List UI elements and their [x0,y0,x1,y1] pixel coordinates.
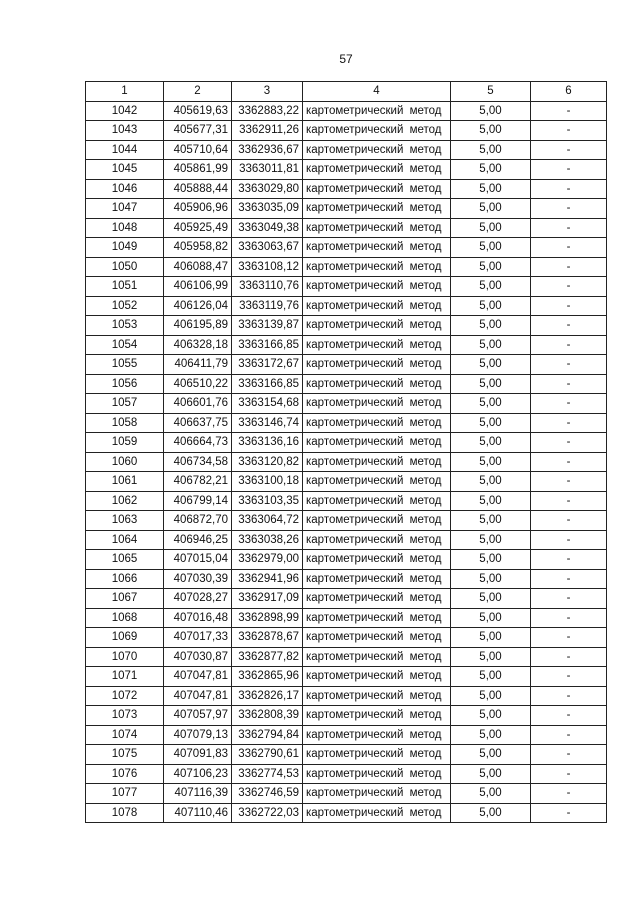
table-row [86,725,607,745]
coord-y-cell: 3362722,03 [232,803,303,823]
coord-y-cell: 3362936,67 [232,140,303,160]
coord-y-cell: 3363011,81 [232,160,303,180]
point-number-cell: 1077 [86,784,164,804]
table-row [86,589,607,609]
accuracy-cell: 5,00 [451,335,531,355]
table-row [86,628,607,648]
note-cell: - [531,257,607,277]
point-number-cell: 1063 [86,511,164,531]
table-row [86,335,607,355]
accuracy-cell: 5,00 [451,725,531,745]
point-number-cell: 1076 [86,764,164,784]
method-cell: картометрический метод [303,160,451,180]
note-cell: - [531,686,607,706]
note-cell: - [531,472,607,492]
coord-y-cell: 3363064,72 [232,511,303,531]
accuracy-cell: 5,00 [451,628,531,648]
accuracy-cell: 5,00 [451,179,531,199]
coord-y-cell: 3362878,67 [232,628,303,648]
point-number-cell: 1056 [86,374,164,394]
coord-x-cell: 407106,23 [164,764,232,784]
accuracy-cell: 5,00 [451,803,531,823]
accuracy-cell: 5,00 [451,394,531,414]
method-cell: картометрический метод [303,140,451,160]
coord-y-cell: 3362979,00 [232,550,303,570]
table-row [86,550,607,570]
note-cell: - [531,179,607,199]
table-row [86,218,607,238]
coord-x-cell: 405619,63 [164,101,232,121]
point-number-cell: 1075 [86,745,164,765]
point-number-cell: 1046 [86,179,164,199]
point-number-cell: 1066 [86,569,164,589]
coord-x-cell: 405861,99 [164,160,232,180]
accuracy-cell: 5,00 [451,140,531,160]
table-row [86,569,607,589]
point-number-cell: 1074 [86,725,164,745]
table-row [86,452,607,472]
coord-y-cell: 3363139,87 [232,316,303,336]
point-number-cell: 1054 [86,335,164,355]
accuracy-cell: 5,00 [451,452,531,472]
coord-x-cell: 406088,47 [164,257,232,277]
accuracy-cell: 5,00 [451,101,531,121]
note-cell: - [531,277,607,297]
point-number-cell: 1073 [86,706,164,726]
coord-y-cell: 3362808,39 [232,706,303,726]
point-number-cell: 1044 [86,140,164,160]
table-row [86,491,607,511]
coord-y-cell: 3362898,99 [232,608,303,628]
coord-y-cell: 3363029,80 [232,179,303,199]
method-cell: картометрический метод [303,647,451,667]
method-cell: картометрический метод [303,296,451,316]
coord-y-cell: 3362790,61 [232,745,303,765]
coord-x-cell: 405906,96 [164,199,232,219]
note-cell: - [531,452,607,472]
point-number-cell: 1052 [86,296,164,316]
table-row [86,199,607,219]
note-cell: - [531,355,607,375]
coord-x-cell: 407016,48 [164,608,232,628]
coord-y-cell: 3362746,59 [232,784,303,804]
note-cell: - [531,238,607,258]
note-cell: - [531,140,607,160]
method-cell: картометрический метод [303,316,451,336]
method-cell: картометрический метод [303,121,451,141]
coord-y-cell: 3363103,35 [232,491,303,511]
point-number-cell: 1070 [86,647,164,667]
table-row [86,374,607,394]
note-cell: - [531,628,607,648]
coord-y-cell: 3363119,76 [232,296,303,316]
coord-x-cell: 406601,76 [164,394,232,414]
coordinates-table [85,81,607,823]
point-number-cell: 1048 [86,218,164,238]
table-row [86,647,607,667]
method-cell: картометрический метод [303,374,451,394]
coord-x-cell: 407079,13 [164,725,232,745]
accuracy-cell: 5,00 [451,296,531,316]
point-number-cell: 1065 [86,550,164,570]
method-cell: картометрический метод [303,745,451,765]
point-number-cell: 1059 [86,433,164,453]
coord-y-cell: 3363166,85 [232,374,303,394]
table-row [86,745,607,765]
accuracy-cell: 5,00 [451,491,531,511]
point-number-cell: 1078 [86,803,164,823]
coord-x-cell: 406872,70 [164,511,232,531]
coord-y-cell: 3363136,16 [232,433,303,453]
accuracy-cell: 5,00 [451,530,531,550]
note-cell: - [531,550,607,570]
header-row [86,82,607,102]
note-cell: - [531,160,607,180]
accuracy-cell: 5,00 [451,647,531,667]
point-number-cell: 1045 [86,160,164,180]
note-cell: - [531,569,607,589]
coord-y-cell: 3362794,84 [232,725,303,745]
coord-x-cell: 406734,58 [164,452,232,472]
note-cell: - [531,433,607,453]
point-number-cell: 1042 [86,101,164,121]
point-number-cell: 1057 [86,394,164,414]
method-cell: картометрический метод [303,218,451,238]
coord-x-cell: 405925,49 [164,218,232,238]
coord-y-cell: 3363049,38 [232,218,303,238]
point-number-cell: 1043 [86,121,164,141]
note-cell: - [531,316,607,336]
coord-y-cell: 3363100,18 [232,472,303,492]
method-cell: картометрический метод [303,179,451,199]
method-cell: картометрический метод [303,628,451,648]
table-row [86,706,607,726]
coord-y-cell: 3363154,68 [232,394,303,414]
method-cell: картометрический метод [303,433,451,453]
method-cell: картометрический метод [303,725,451,745]
coord-y-cell: 3363146,74 [232,413,303,433]
table-body [86,101,607,823]
point-number-cell: 1051 [86,277,164,297]
coord-y-cell: 3363172,67 [232,355,303,375]
coord-x-cell: 405958,82 [164,238,232,258]
point-number-cell: 1067 [86,589,164,609]
table-row [86,277,607,297]
coord-x-cell: 406195,89 [164,316,232,336]
note-cell: - [531,491,607,511]
accuracy-cell: 5,00 [451,374,531,394]
page-number: 57 [339,52,353,66]
method-cell: картометрический метод [303,550,451,570]
table-row [86,238,607,258]
method-cell: картометрический метод [303,706,451,726]
method-cell: картометрический метод [303,199,451,219]
point-number-cell: 1060 [86,452,164,472]
point-number-cell: 1058 [86,413,164,433]
note-cell: - [531,647,607,667]
table-row [86,121,607,141]
header-col-5: 5 [451,82,531,102]
coord-y-cell: 3362774,53 [232,764,303,784]
method-cell: картометрический метод [303,238,451,258]
table-row [86,257,607,277]
accuracy-cell: 5,00 [451,472,531,492]
note-cell: - [531,589,607,609]
coord-x-cell: 407015,04 [164,550,232,570]
coord-y-cell: 3362865,96 [232,667,303,687]
coord-x-cell: 406510,22 [164,374,232,394]
table-row [86,530,607,550]
coord-x-cell: 407017,33 [164,628,232,648]
note-cell: - [531,511,607,531]
table-row [86,394,607,414]
note-cell: - [531,199,607,219]
coord-x-cell: 407110,46 [164,803,232,823]
note-cell: - [531,413,607,433]
method-cell: картометрический метод [303,784,451,804]
coord-x-cell: 407030,87 [164,647,232,667]
method-cell: картометрический метод [303,530,451,550]
method-cell: картометрический метод [303,394,451,414]
note-cell: - [531,667,607,687]
note-cell: - [531,121,607,141]
note-cell: - [531,335,607,355]
coord-y-cell: 3363110,76 [232,277,303,297]
coord-y-cell: 3363120,82 [232,452,303,472]
coord-x-cell: 406799,14 [164,491,232,511]
table-row [86,433,607,453]
method-cell: картометрический метод [303,511,451,531]
accuracy-cell: 5,00 [451,355,531,375]
note-cell: - [531,394,607,414]
method-cell: картометрический метод [303,452,451,472]
coord-y-cell: 3362917,09 [232,589,303,609]
method-cell: картометрический метод [303,413,451,433]
table-row [86,667,607,687]
point-number-cell: 1047 [86,199,164,219]
note-cell: - [531,101,607,121]
table-row [86,686,607,706]
accuracy-cell: 5,00 [451,686,531,706]
coord-y-cell: 3362883,22 [232,101,303,121]
coord-x-cell: 405888,44 [164,179,232,199]
table-row [86,608,607,628]
table-row [86,472,607,492]
coord-x-cell: 405710,64 [164,140,232,160]
method-cell: картометрический метод [303,608,451,628]
note-cell: - [531,374,607,394]
accuracy-cell: 5,00 [451,764,531,784]
note-cell: - [531,296,607,316]
point-number-cell: 1050 [86,257,164,277]
table-row [86,355,607,375]
method-cell: картометрический метод [303,335,451,355]
header-col-1: 1 [86,82,164,102]
accuracy-cell: 5,00 [451,199,531,219]
method-cell: картометрический метод [303,764,451,784]
note-cell: - [531,803,607,823]
accuracy-cell: 5,00 [451,277,531,297]
method-cell: картометрический метод [303,101,451,121]
note-cell: - [531,608,607,628]
coord-x-cell: 406328,18 [164,335,232,355]
accuracy-cell: 5,00 [451,316,531,336]
coord-x-cell: 406126,04 [164,296,232,316]
header-col-6: 6 [531,82,607,102]
note-cell: - [531,784,607,804]
note-cell: - [531,706,607,726]
coord-x-cell: 407116,39 [164,784,232,804]
coord-y-cell: 3363108,12 [232,257,303,277]
method-cell: картометрический метод [303,472,451,492]
table-row [86,179,607,199]
coord-x-cell: 407028,27 [164,589,232,609]
table-row [86,803,607,823]
point-number-cell: 1049 [86,238,164,258]
coord-x-cell: 407047,81 [164,667,232,687]
table-row [86,316,607,336]
accuracy-cell: 5,00 [451,160,531,180]
method-cell: картометрический метод [303,491,451,511]
header-col-4: 4 [303,82,451,102]
note-cell: - [531,725,607,745]
coord-y-cell: 3363035,09 [232,199,303,219]
method-cell: картометрический метод [303,277,451,297]
point-number-cell: 1062 [86,491,164,511]
accuracy-cell: 5,00 [451,218,531,238]
method-cell: картометрический метод [303,569,451,589]
table-row [86,296,607,316]
point-number-cell: 1069 [86,628,164,648]
coord-y-cell: 3362941,96 [232,569,303,589]
accuracy-cell: 5,00 [451,433,531,453]
table-row [86,413,607,433]
coord-x-cell: 407047,81 [164,686,232,706]
table-row [86,101,607,121]
header-col-2: 2 [164,82,232,102]
point-number-cell: 1068 [86,608,164,628]
coord-x-cell: 406106,99 [164,277,232,297]
accuracy-cell: 5,00 [451,784,531,804]
point-number-cell: 1061 [86,472,164,492]
accuracy-cell: 5,00 [451,667,531,687]
coord-x-cell: 406782,21 [164,472,232,492]
point-number-cell: 1053 [86,316,164,336]
coord-x-cell: 405677,31 [164,121,232,141]
coord-y-cell: 3362911,26 [232,121,303,141]
accuracy-cell: 5,00 [451,589,531,609]
coord-x-cell: 407057,97 [164,706,232,726]
coord-x-cell: 407091,83 [164,745,232,765]
accuracy-cell: 5,00 [451,706,531,726]
method-cell: картометрический метод [303,667,451,687]
accuracy-cell: 5,00 [451,569,531,589]
table-row [86,784,607,804]
note-cell: - [531,530,607,550]
accuracy-cell: 5,00 [451,550,531,570]
coord-x-cell: 406664,73 [164,433,232,453]
method-cell: картометрический метод [303,686,451,706]
accuracy-cell: 5,00 [451,238,531,258]
accuracy-cell: 5,00 [451,257,531,277]
point-number-cell: 1064 [86,530,164,550]
coord-x-cell: 406411,79 [164,355,232,375]
accuracy-cell: 5,00 [451,608,531,628]
note-cell: - [531,764,607,784]
note-cell: - [531,745,607,765]
coord-x-cell: 406946,25 [164,530,232,550]
coord-x-cell: 407030,39 [164,569,232,589]
coord-x-cell: 406637,75 [164,413,232,433]
table-row [86,140,607,160]
method-cell: картометрический метод [303,355,451,375]
point-number-cell: 1071 [86,667,164,687]
header-col-3: 3 [232,82,303,102]
coord-y-cell: 3363063,67 [232,238,303,258]
point-number-cell: 1055 [86,355,164,375]
coord-y-cell: 3362877,82 [232,647,303,667]
method-cell: картометрический метод [303,589,451,609]
table-row [86,764,607,784]
accuracy-cell: 5,00 [451,121,531,141]
table-row [86,511,607,531]
coord-y-cell: 3363166,85 [232,335,303,355]
coord-y-cell: 3363038,26 [232,530,303,550]
coord-y-cell: 3362826,17 [232,686,303,706]
note-cell: - [531,218,607,238]
accuracy-cell: 5,00 [451,745,531,765]
table-row [86,160,607,180]
point-number-cell: 1072 [86,686,164,706]
method-cell: картометрический метод [303,257,451,277]
method-cell: картометрический метод [303,803,451,823]
accuracy-cell: 5,00 [451,511,531,531]
accuracy-cell: 5,00 [451,413,531,433]
